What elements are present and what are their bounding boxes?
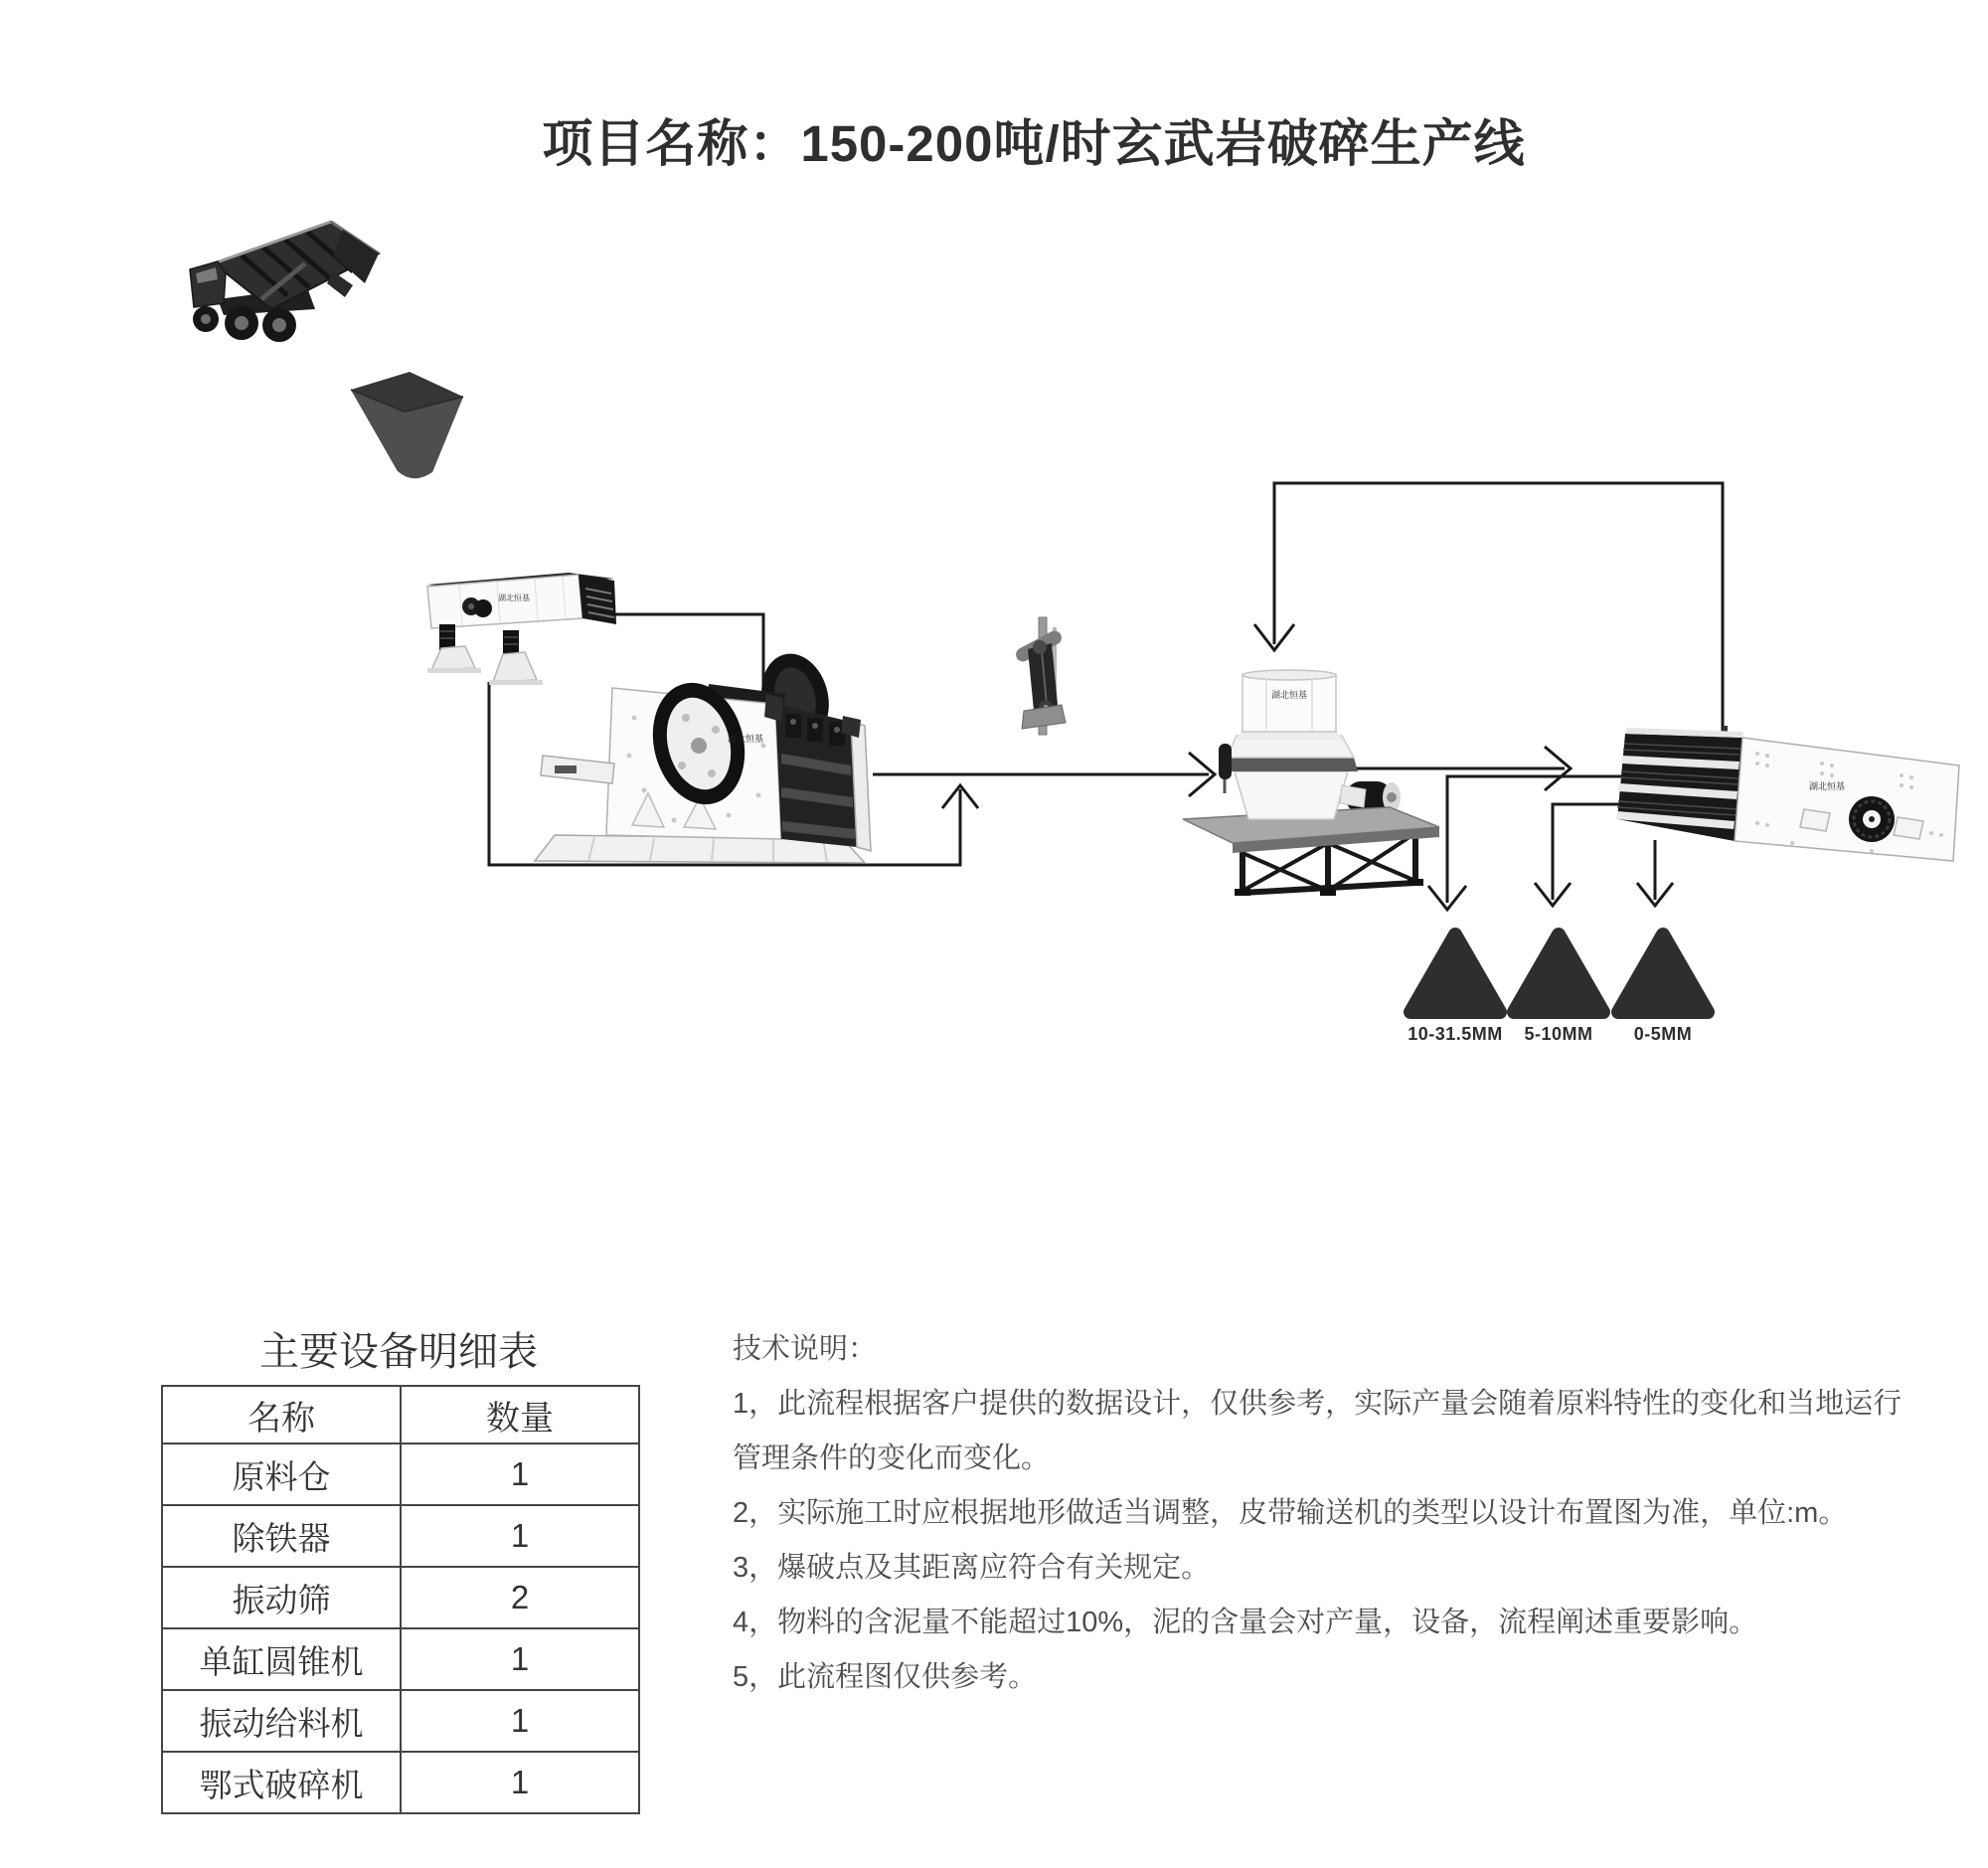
equipment-name: 除铁器: [162, 1505, 401, 1567]
equipment-qty: 1: [401, 1690, 639, 1752]
page-title: 项目名称：150-200吨/时玄武岩破碎生产线: [542, 115, 1526, 172]
equipment-name: 原料仓: [162, 1443, 401, 1505]
table-header-row: [162, 1386, 639, 1443]
jaw-brand-logo: 湖北恒基: [727, 734, 764, 744]
equipment-name: 振动筛: [162, 1567, 401, 1628]
pile-label-0-5mm: 0-5MM: [1633, 1024, 1693, 1044]
stockpile-triangle-3: [1610, 927, 1716, 1020]
cone-brand-logo: 湖北恒基: [1270, 690, 1308, 700]
equipment-name: 单缸圆锥机: [162, 1628, 401, 1690]
equipment-table-title: 主要设备明细表: [259, 1330, 538, 1374]
note-item: 1，此流程根据客户提供的数据设计，仅供参考，实际产量会随着原料特性的变化和当地运行管理条件的变化而变化。: [733, 1388, 1903, 1474]
equipment-qty: 2: [401, 1567, 639, 1628]
table-row: [162, 1505, 639, 1567]
equipment-qty: 1: [401, 1505, 639, 1567]
cone-crusher-illustration: [1179, 668, 1477, 897]
table-row: [162, 1443, 639, 1505]
equipment-qty: 1: [401, 1443, 639, 1505]
equipment-qty: 1: [401, 1752, 639, 1813]
note-item: 2，实际施工时应根据地形做适当调整，皮带输送机的类型以设计布置图为准，单位:m。: [733, 1497, 1848, 1529]
table-header-qty: 数量: [401, 1386, 639, 1443]
technical-notes: [733, 1322, 1905, 1705]
table-row: [162, 1628, 639, 1690]
table-header-name: 名称: [162, 1386, 401, 1443]
notes-title: 技术说明：: [733, 1333, 878, 1365]
note-item: 4，物料的含泥量不能超过10%，泥的含量会对产量，设备，流程阐述重要影响。: [733, 1607, 1758, 1638]
stockpile-triangle-1: [1403, 927, 1508, 1020]
vibrating-screen-illustration: [1574, 724, 1966, 863]
jaw-crusher-illustration: [515, 626, 903, 875]
dump-truck-illustration: [184, 212, 383, 361]
table-row: [162, 1752, 639, 1813]
pile-label-5-10mm: 5-10MM: [1524, 1024, 1593, 1044]
equipment-table: [161, 1385, 640, 1814]
note-item: 3，爆破点及其距离应符合有关规定。: [733, 1552, 1211, 1584]
equipment-name: 鄂式破碎机: [162, 1752, 401, 1813]
screen-brand-logo: 湖北恒基: [1808, 781, 1846, 791]
feeder-brand-logo: 湖北恒基: [498, 594, 530, 602]
note-item: 5，此流程图仅供参考。: [733, 1661, 1038, 1693]
table-row: [162, 1690, 639, 1752]
equipment-name: 振动给料机: [162, 1690, 401, 1752]
table-row: [162, 1567, 639, 1628]
equipment-qty: 1: [401, 1628, 639, 1690]
pile-label-10-31.5mm: 10-31.5MM: [1408, 1024, 1503, 1044]
iron-remover-illustration: [1012, 613, 1076, 743]
hopper-illustration: [350, 370, 464, 489]
stockpile-triangle-2: [1506, 927, 1611, 1020]
